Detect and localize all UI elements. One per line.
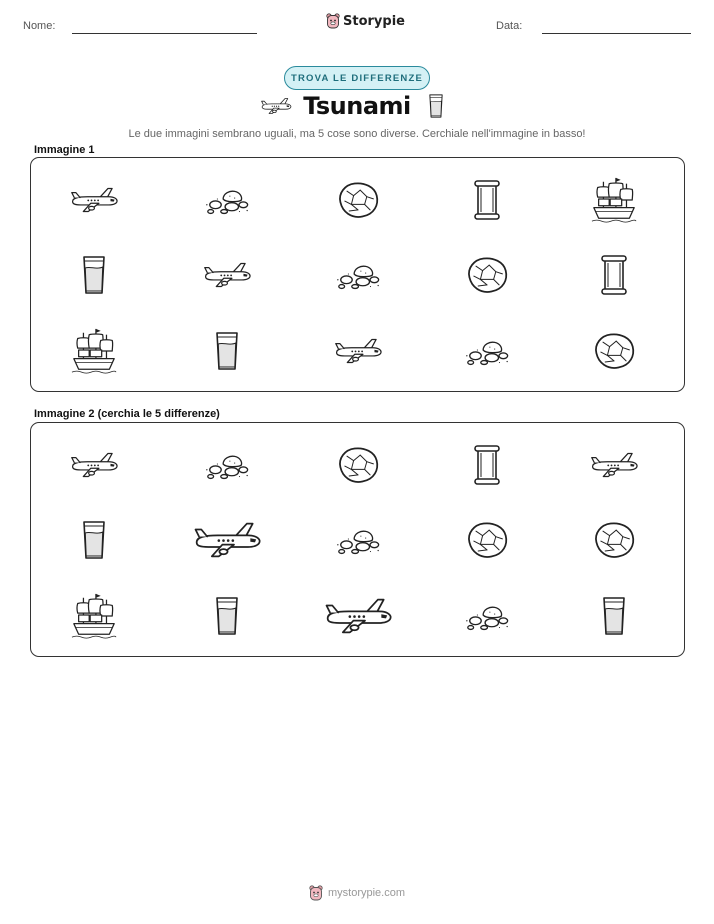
glass-icon: [81, 254, 107, 296]
grid-cell[interactable]: [318, 435, 398, 495]
rocks-icon: [334, 260, 382, 290]
boulder-icon: [336, 445, 380, 485]
grid-cell[interactable]: [54, 586, 134, 646]
airplane-icon: [69, 186, 119, 214]
image1-label: Immagine 1: [34, 144, 95, 156]
image2-label: Immagine 2 (cerchia le 5 differenze): [34, 408, 220, 420]
grid-cell[interactable]: [318, 245, 398, 305]
name-line[interactable]: [72, 33, 257, 34]
name-label: Nome:: [23, 20, 56, 32]
airplane-icon: [589, 451, 639, 479]
grid-cell[interactable]: [318, 510, 398, 570]
grid-cell[interactable]: [447, 510, 527, 570]
boulder-icon: [465, 520, 509, 560]
title-glass-icon: [428, 93, 444, 119]
boulder-icon: [336, 180, 380, 220]
airplane-icon: [333, 337, 383, 365]
grid-cell[interactable]: [187, 245, 267, 305]
brand-logo: [326, 13, 405, 29]
grid-cell[interactable]: [574, 435, 654, 495]
grid-cell[interactable]: [54, 510, 134, 570]
grid-cell[interactable]: [447, 245, 527, 305]
ship-icon: [70, 327, 118, 375]
grid-cell[interactable]: [574, 586, 654, 646]
airplane-icon: [192, 520, 262, 560]
grid-cell[interactable]: [574, 510, 654, 570]
boulder-icon: [592, 331, 636, 371]
rocks-icon: [463, 336, 511, 366]
grid-cell[interactable]: [54, 435, 134, 495]
glass-icon: [214, 330, 240, 372]
activity-badge: TROVA LE DIFFERENZE: [284, 66, 430, 90]
glass-icon: [601, 595, 627, 637]
boulder-icon: [592, 520, 636, 560]
grid-cell[interactable]: [318, 170, 398, 230]
rocks-icon: [463, 601, 511, 631]
footer-url[interactable]: mystorypie.com: [327, 887, 406, 899]
grid-cell[interactable]: [318, 586, 398, 646]
grid-cell[interactable]: [447, 435, 527, 495]
airplane-icon: [69, 451, 119, 479]
grid-cell[interactable]: [574, 170, 654, 230]
footer: [0, 885, 714, 901]
date-label: Data:: [496, 20, 523, 32]
grid-cell[interactable]: [187, 586, 267, 646]
ship-icon: [70, 592, 118, 640]
grid-cell[interactable]: [187, 321, 267, 381]
rocks-icon: [203, 185, 251, 215]
footer-bear-icon: [309, 885, 323, 901]
rocks-icon: [203, 450, 251, 480]
bear-logo-icon: [326, 13, 340, 29]
instructions: Le due immagini sembrano uguali, ma 5 cose sono diverse. Cerchiale nell'immagine in basso!: [128, 128, 586, 140]
airplane-icon: [323, 596, 393, 636]
rocks-icon: [334, 525, 382, 555]
grid-cell[interactable]: [54, 170, 134, 230]
grid-cell[interactable]: [318, 321, 398, 381]
page-title: Tsunami: [303, 92, 411, 120]
ship-icon: [590, 176, 638, 224]
grid-cell[interactable]: [447, 170, 527, 230]
image2-panel: [30, 422, 685, 657]
airplane-icon: [202, 261, 252, 289]
glass-icon: [81, 519, 107, 561]
scroll-icon: [472, 177, 502, 223]
glass-icon: [214, 595, 240, 637]
grid-cell[interactable]: [447, 321, 527, 381]
grid-cell[interactable]: [54, 245, 134, 305]
scroll-icon: [472, 442, 502, 488]
grid-cell[interactable]: [574, 321, 654, 381]
image1-panel: [30, 157, 685, 392]
scroll-icon: [599, 252, 629, 298]
date-line[interactable]: [542, 33, 691, 34]
grid-cell[interactable]: [187, 435, 267, 495]
grid-cell[interactable]: [187, 170, 267, 230]
boulder-icon: [465, 255, 509, 295]
grid-cell[interactable]: [54, 321, 134, 381]
grid-cell[interactable]: [447, 586, 527, 646]
grid-cell[interactable]: [187, 510, 267, 570]
brand-name: Storypie: [343, 13, 405, 29]
grid-cell[interactable]: [574, 245, 654, 305]
